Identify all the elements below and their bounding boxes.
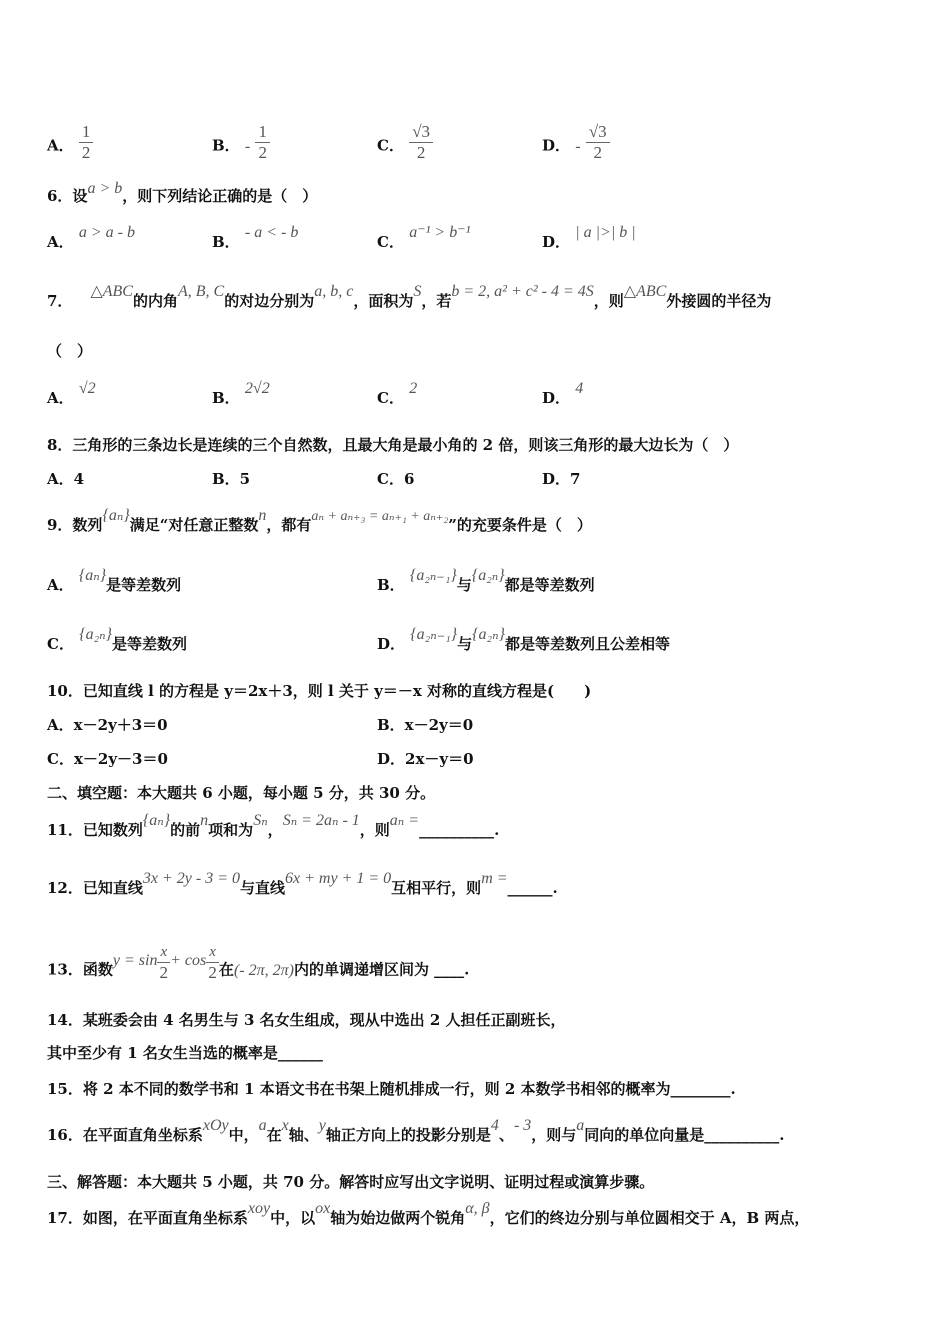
q5-option-c[interactable]: C． $\frac{√3}{2}$ (377, 126, 433, 167)
q15-stem: 15．将 2 本不同的数学书和 1 本语文书在书架上随机排成一行，则 2 本数学书相邻的概率为________. (47, 1080, 736, 1098)
q6-option-c[interactable]: C． a⁻¹ > b⁻¹ (377, 224, 471, 251)
q12-stem: 12．已知直线3x + 2y - 3 = 0与直线6x + my + 1 = 0互相平行，则m =______. (47, 870, 558, 897)
q10-stem: 10．已知直线 l 的方程是 y＝2x＋3，则 l 关于 y＝－x 对称的直线方程是( ) (47, 682, 592, 700)
q6-stem: 6．设a > b，则下列结论正确的是（ ） (47, 180, 318, 205)
q6-option-d[interactable]: D． | a |>| b | (542, 224, 636, 251)
q5-option-d[interactable]: D． - $\frac{√3}{2}$ (542, 126, 610, 167)
q5-option-b[interactable]: B． - $\frac{1}{2}$ (212, 126, 270, 167)
q17-stem: 17．如图，在平面直角坐标系xoy中，以ox轴为始边做两个锐角α, β，它们的终边分别与单位圆相交于 A，B 两点， (47, 1200, 810, 1227)
q10-option-d[interactable]: D．2x－y＝0 (377, 750, 474, 768)
q13-stem: 13．函数y = sin $\frac{x}{2}$ + cos $\frac{x}{2}$ 在(- 2π, 2π)内的单调递增区间为 ____. (47, 944, 470, 982)
q5-d-fraction: $\frac{√3}{2}$ (586, 122, 610, 163)
q5-b-fraction: $\frac{1}{2}$ (255, 122, 270, 163)
q13-frac-1: $\frac{x}{2}$ (157, 942, 170, 983)
q6-option-a[interactable]: A． a > a - b (47, 224, 135, 251)
section-3-heading: 三、解答题：本大题共 5 小题，共 70 分。解答时应写出文字说明、证明过程或演算步骤。 (47, 1173, 655, 1191)
q8-option-b[interactable]: B．5 (212, 470, 251, 488)
q7-option-a[interactable]: A． √2 (47, 380, 96, 407)
q8-option-c[interactable]: C．6 (377, 470, 415, 488)
q5-option-a[interactable]: A． $\frac{1}{2}$ (47, 126, 93, 167)
q9-option-a[interactable]: A． {aₙ}是等差数列 (47, 567, 182, 594)
q6-option-b[interactable]: B． - a < - b (212, 224, 299, 251)
q7-paren: （ ） (47, 342, 93, 360)
q14-line-2: 其中至少有 1 名女生当选的概率是______ (47, 1044, 323, 1062)
q7-option-c[interactable]: C． 2 (377, 380, 418, 407)
q7-option-b[interactable]: B． 2√2 (212, 380, 270, 407)
q11-stem: 11．已知数列{aₙ}的前n项和为Sₙ，Sₙ = 2aₙ - 1，则aₙ =__________. (47, 812, 500, 839)
q8-stem: 8．三角形的三条边长是连续的三个自然数，且最大角是最小角的 2 倍，则该三角形的最大边长为（ ） (47, 436, 739, 454)
q9-option-b[interactable]: B． {a₂ₙ₋₁}与{a₂ₙ}都是等差数列 (377, 567, 595, 594)
section-2-heading: 二、填空题：本大题共 6 小题，每小题 5 分，共 30 分。 (47, 784, 436, 802)
q16-stem: 16．在平面直角坐标系xOy中，a在x轴、y轴正方向上的投影分别是4、- 3，则与a同向的单位向量是__________. (47, 1117, 785, 1144)
q7-option-d[interactable]: D． 4 (542, 380, 584, 407)
q9-option-c[interactable]: C． {a₂ₙ}是等差数列 (47, 626, 188, 653)
q8-option-a[interactable]: A．4 (47, 470, 85, 488)
q8-option-d[interactable]: D．7 (542, 470, 581, 488)
q5-a-fraction: $\frac{1}{2}$ (79, 122, 94, 163)
q9-option-d[interactable]: D． {a₂ₙ₋₁}与{a₂ₙ}都是等差数列且公差相等 (377, 626, 670, 653)
q5-c-fraction: $\frac{√3}{2}$ (409, 122, 433, 163)
q13-frac-2: $\frac{x}{2}$ (206, 942, 219, 983)
q14-line-1: 14．某班委会由 4 名男生与 3 名女生组成，现从中选出 2 人担任正副班长， (47, 1011, 566, 1029)
q10-option-b[interactable]: B．x－2y＝0 (377, 716, 474, 734)
q10-option-c[interactable]: C．x－2y－3＝0 (47, 750, 168, 768)
q10-option-a[interactable]: A．x－2y＋3＝0 (47, 716, 168, 734)
q7-stem: 7．△ABC的内角A, B, C的对边分别为a, b, c，面积为S，若b = 2, a² + c² - 4 = 4S，则△ABC外接圆的半径为 (47, 283, 772, 310)
q9-stem: 9．数列{aₙ}满足“对任意正整数n，都有aₙ + aₙ₊₃ = aₙ₊₁ + aₙ₊₂”的充要条件是（ ） (47, 507, 592, 534)
